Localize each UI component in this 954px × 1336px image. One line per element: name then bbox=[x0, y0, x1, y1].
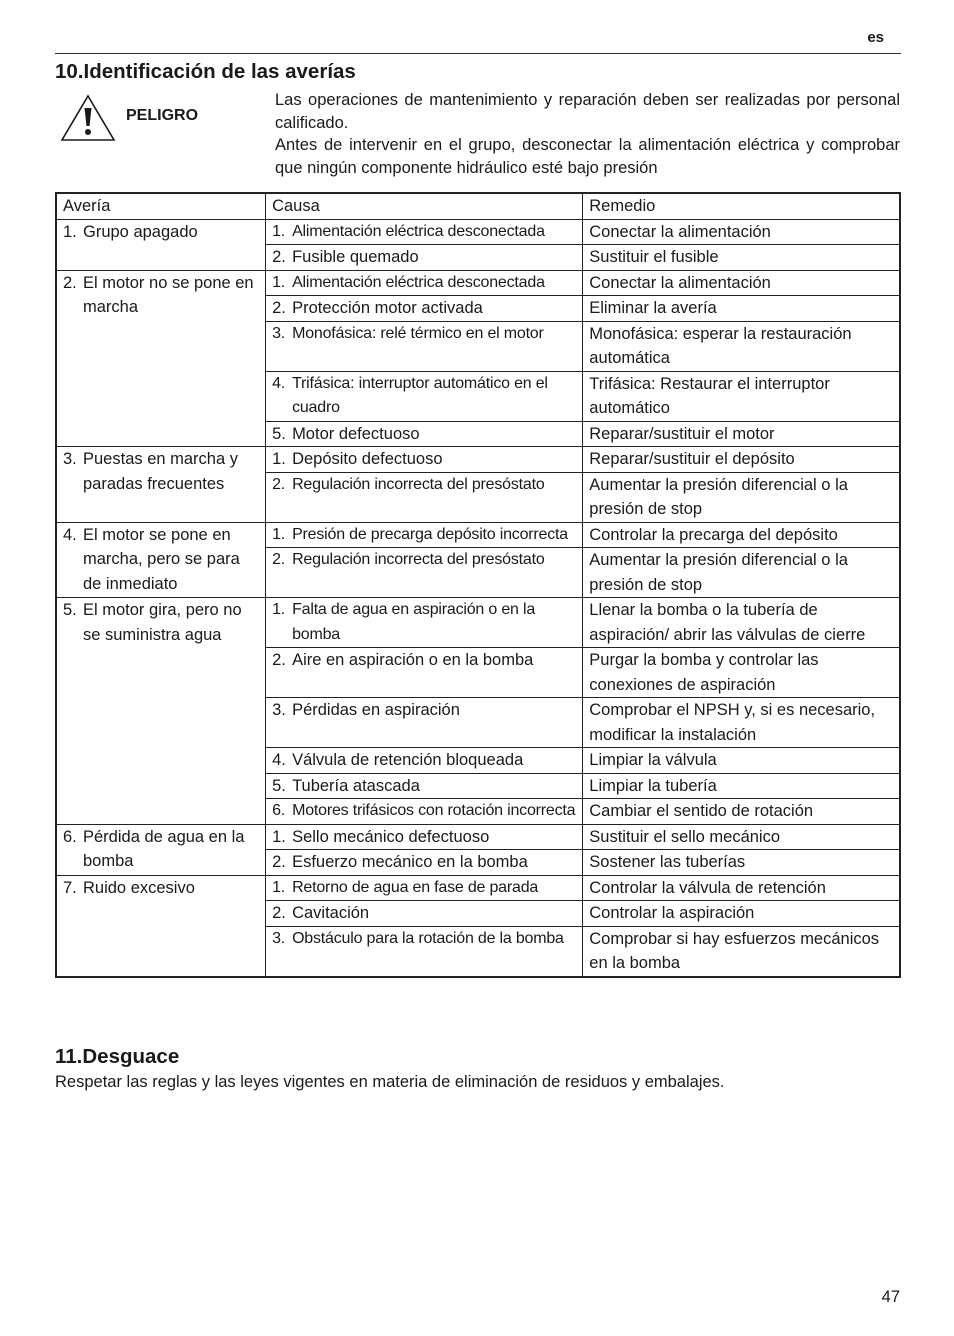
cause-cell bbox=[266, 321, 583, 371]
fault-item bbox=[63, 876, 261, 901]
cause-number: 2. bbox=[272, 904, 286, 922]
remedy-cell bbox=[583, 901, 900, 927]
cause-text: Obstáculo para la rotación de la bomba bbox=[292, 929, 564, 947]
cause-cell bbox=[266, 472, 583, 522]
header-remedio: Remedio bbox=[583, 193, 900, 219]
cause-item bbox=[272, 748, 578, 773]
cause-text: Motor defectuoso bbox=[292, 424, 420, 443]
remedy-text: Monofásica: esperar la restauración automática bbox=[589, 324, 852, 367]
fault-text: Pérdida de agua en la bomba bbox=[83, 827, 245, 870]
cause-cell bbox=[266, 421, 583, 447]
cause-text: Pérdidas en aspiración bbox=[292, 701, 460, 719]
fault-text: Grupo apagado bbox=[83, 222, 198, 241]
fault-item bbox=[63, 447, 261, 496]
section-11-title: 11.Desguace bbox=[55, 1045, 180, 1068]
remedy-text: Conectar la alimentación bbox=[589, 222, 771, 241]
remedy-text: Limpiar la válvula bbox=[589, 751, 717, 769]
fault-cell bbox=[56, 270, 266, 447]
remedy-text: Llenar la bomba o la tubería de aspiración/ abrir las válvulas de cierre bbox=[589, 601, 866, 644]
cause-item bbox=[272, 220, 578, 245]
remedy-cell bbox=[583, 522, 900, 548]
fault-cell bbox=[56, 219, 266, 270]
fault-cell bbox=[56, 824, 266, 875]
cause-number: 4. bbox=[272, 751, 286, 769]
table-row bbox=[56, 598, 900, 648]
table-row bbox=[56, 522, 900, 548]
fault-number: 2. bbox=[63, 273, 77, 292]
cause-item bbox=[272, 774, 578, 799]
table-header-row bbox=[56, 193, 900, 219]
remedy-cell bbox=[583, 270, 900, 296]
cause-item bbox=[272, 372, 578, 421]
remedy-cell bbox=[583, 824, 900, 850]
cause-number: 1. bbox=[272, 222, 286, 240]
cause-text: Regulación incorrecta del presóstato bbox=[292, 551, 545, 568]
cause-cell bbox=[266, 850, 583, 876]
fault-item bbox=[63, 825, 261, 874]
fault-number: 6. bbox=[63, 827, 77, 846]
remedy-text: Controlar la válvula de retención bbox=[589, 878, 826, 897]
fault-cell bbox=[56, 447, 266, 523]
remedy-text: Sustituir el fusible bbox=[589, 248, 719, 266]
fault-table bbox=[55, 192, 901, 978]
cause-cell bbox=[266, 522, 583, 548]
danger-text-paragraph: Antes de intervenir en el grupo, desconectar la alimentación eléctrica y comprobar que ningún componente hidráulico esté bajo presión bbox=[275, 136, 900, 177]
cause-item bbox=[272, 473, 578, 498]
fault-cell bbox=[56, 598, 266, 825]
cause-number: 1. bbox=[272, 827, 286, 846]
cause-item bbox=[272, 598, 578, 647]
cause-number: 2. bbox=[272, 475, 286, 493]
cause-text: Aire en aspiración o en la bomba bbox=[292, 651, 534, 669]
remedy-text: Controlar la aspiración bbox=[589, 904, 755, 922]
remedy-text: Controlar la precarga del depósito bbox=[589, 525, 838, 544]
section-11-text: Respetar las reglas y las leyes vigentes en materia de eliminación de residuos y embalajes. bbox=[55, 1073, 725, 1091]
fault-text: El motor no se pone en marcha bbox=[83, 273, 254, 316]
fault-item bbox=[63, 523, 261, 597]
remedy-cell bbox=[583, 548, 900, 598]
cause-text: Cavitación bbox=[292, 904, 370, 922]
cause-number: 1. bbox=[272, 878, 286, 896]
cause-cell bbox=[266, 371, 583, 421]
cause-number: 4. bbox=[272, 374, 286, 392]
remedy-text: Aumentar la presión diferencial o la presión de stop bbox=[589, 475, 848, 518]
cause-number: 2. bbox=[272, 853, 286, 871]
cause-number: 5. bbox=[272, 776, 286, 795]
fault-cell bbox=[56, 522, 266, 598]
cause-item bbox=[272, 850, 578, 875]
cause-item bbox=[272, 548, 578, 573]
cause-number: 5. bbox=[272, 424, 286, 443]
cause-item bbox=[272, 447, 578, 472]
remedy-text: Purgar la bomba y controlar las conexiones de aspiración bbox=[589, 651, 819, 694]
cause-item bbox=[272, 648, 578, 673]
cause-text: Regulación incorrecta del presóstato bbox=[292, 475, 545, 493]
cause-cell bbox=[266, 926, 583, 977]
fault-text: Ruido excesivo bbox=[83, 878, 195, 897]
cause-text: Monofásica: relé térmico en el motor bbox=[292, 324, 544, 342]
remedy-text: Reparar/sustituir el motor bbox=[589, 424, 775, 443]
cause-text: Falta de agua en aspiración o en la bomba bbox=[292, 601, 536, 643]
fault-number: 7. bbox=[63, 878, 77, 897]
cause-item bbox=[272, 322, 578, 347]
cause-number: 1. bbox=[272, 601, 286, 618]
fault-table-body bbox=[56, 219, 900, 977]
remedy-cell bbox=[583, 875, 900, 901]
remedy-cell bbox=[583, 447, 900, 473]
cause-item bbox=[272, 245, 578, 270]
remedy-cell bbox=[583, 371, 900, 421]
cause-text: Protección motor activada bbox=[292, 299, 483, 317]
cause-item bbox=[272, 296, 578, 321]
remedy-cell bbox=[583, 698, 900, 748]
cause-number: 1. bbox=[272, 450, 286, 468]
fault-item bbox=[63, 271, 261, 320]
table-row bbox=[56, 447, 900, 473]
fault-cell bbox=[56, 875, 266, 977]
fault-item bbox=[63, 220, 261, 245]
table-row bbox=[56, 824, 900, 850]
header-averia: Avería bbox=[56, 193, 266, 219]
remedy-text: Comprobar el NPSH y, si es necesario, modificar la instalación bbox=[589, 701, 876, 744]
cause-text: Alimentación eléctrica desconectada bbox=[292, 222, 545, 240]
fault-text: Puestas en marcha y paradas frecuentes bbox=[83, 450, 238, 493]
cause-text: Presión de precarga depósito incorrecta bbox=[292, 525, 568, 543]
danger-text-paragraph: Las operaciones de mantenimiento y reparación deben ser realizadas por personal calificado. bbox=[275, 91, 900, 132]
cause-cell bbox=[266, 548, 583, 598]
remedy-cell bbox=[583, 773, 900, 799]
page-number: 47 bbox=[881, 1288, 900, 1306]
fault-number: 5. bbox=[63, 601, 77, 619]
cause-cell bbox=[266, 648, 583, 698]
fault-number: 1. bbox=[63, 222, 77, 241]
cause-cell bbox=[266, 245, 583, 271]
language-code: es bbox=[867, 29, 884, 46]
remedy-text: Limpiar la tubería bbox=[589, 776, 717, 795]
cause-cell bbox=[266, 748, 583, 774]
fault-number: 3. bbox=[63, 450, 77, 468]
cause-item bbox=[272, 698, 578, 723]
cause-cell bbox=[266, 824, 583, 850]
cause-number: 1. bbox=[272, 273, 286, 291]
remedy-cell bbox=[583, 321, 900, 371]
cause-cell bbox=[266, 901, 583, 927]
fault-number: 4. bbox=[63, 525, 77, 544]
remedy-text: Conectar la alimentación bbox=[589, 273, 771, 292]
header-causa: Causa bbox=[266, 193, 583, 219]
cause-text: Retorno de agua en fase de parada bbox=[292, 878, 539, 896]
danger-text bbox=[275, 89, 900, 179]
remedy-text: Aumentar la presión diferencial o la presión de stop bbox=[589, 551, 848, 594]
cause-text: Fusible quemado bbox=[292, 248, 419, 266]
table-row bbox=[56, 219, 900, 245]
cause-text: Motores trifásicos con rotación incorrecta bbox=[292, 802, 576, 819]
remedy-text: Reparar/sustituir el depósito bbox=[589, 450, 795, 468]
remedy-cell bbox=[583, 219, 900, 245]
remedy-text: Sustituir el sello mecánico bbox=[589, 827, 781, 846]
cause-cell bbox=[266, 773, 583, 799]
fault-text: El motor se pone en marcha, pero se para de inmediato bbox=[83, 525, 240, 593]
cause-item bbox=[272, 271, 578, 296]
cause-cell bbox=[266, 875, 583, 901]
cause-text: Depósito defectuoso bbox=[292, 450, 443, 468]
cause-cell bbox=[266, 219, 583, 245]
remedy-cell bbox=[583, 472, 900, 522]
remedy-text: Sostener las tuberías bbox=[589, 853, 746, 871]
table-row bbox=[56, 875, 900, 901]
cause-number: 2. bbox=[272, 651, 286, 669]
cause-item bbox=[272, 901, 578, 926]
cause-text: Esfuerzo mecánico en la bomba bbox=[292, 853, 528, 871]
cause-number: 1. bbox=[272, 525, 286, 543]
cause-text: Tubería atascada bbox=[292, 776, 420, 795]
cause-number: 6. bbox=[272, 802, 286, 819]
fault-text: El motor gira, pero no se suministra agua bbox=[83, 601, 242, 644]
cause-cell bbox=[266, 447, 583, 473]
remedy-text: Comprobar si hay esfuerzos mecánicos en la bomba bbox=[589, 929, 880, 972]
cause-number: 3. bbox=[272, 324, 286, 342]
cause-text: Sello mecánico defectuoso bbox=[292, 827, 490, 846]
remedy-cell bbox=[583, 598, 900, 648]
remedy-cell bbox=[583, 926, 900, 977]
cause-item bbox=[272, 825, 578, 850]
remedy-text: Eliminar la avería bbox=[589, 299, 717, 317]
remedy-text: Cambiar el sentido de rotación bbox=[589, 802, 814, 820]
remedy-cell bbox=[583, 648, 900, 698]
cause-cell bbox=[266, 799, 583, 825]
warning-triangle-icon bbox=[60, 94, 116, 142]
section-10-title: 10.Identificación de las averías bbox=[55, 60, 356, 83]
remedy-cell bbox=[583, 245, 900, 271]
remedy-text: Trifásica: Restaurar el interruptor automático bbox=[589, 374, 830, 417]
cause-item bbox=[272, 422, 578, 447]
cause-number: 2. bbox=[272, 551, 286, 568]
cause-item bbox=[272, 876, 578, 901]
cause-number: 2. bbox=[272, 299, 286, 317]
danger-label: PELIGRO bbox=[126, 107, 199, 124]
cause-cell bbox=[266, 270, 583, 296]
table-row bbox=[56, 270, 900, 296]
cause-text: Alimentación eléctrica desconectada bbox=[292, 273, 545, 291]
cause-text: Trifásica: interruptor automático en el cuadro bbox=[292, 374, 548, 416]
cause-number: 2. bbox=[272, 248, 286, 266]
remedy-cell bbox=[583, 748, 900, 774]
cause-item bbox=[272, 927, 578, 952]
remedy-cell bbox=[583, 850, 900, 876]
cause-number: 3. bbox=[272, 701, 286, 719]
remedy-cell bbox=[583, 296, 900, 322]
cause-item bbox=[272, 523, 578, 548]
cause-number: 3. bbox=[272, 929, 286, 947]
cause-cell bbox=[266, 296, 583, 322]
header-rule bbox=[55, 53, 901, 54]
cause-cell bbox=[266, 698, 583, 748]
cause-text: Válvula de retención bloqueada bbox=[292, 751, 524, 769]
cause-cell bbox=[266, 598, 583, 648]
remedy-cell bbox=[583, 799, 900, 825]
remedy-cell bbox=[583, 421, 900, 447]
cause-item bbox=[272, 799, 578, 824]
fault-item bbox=[63, 598, 261, 647]
